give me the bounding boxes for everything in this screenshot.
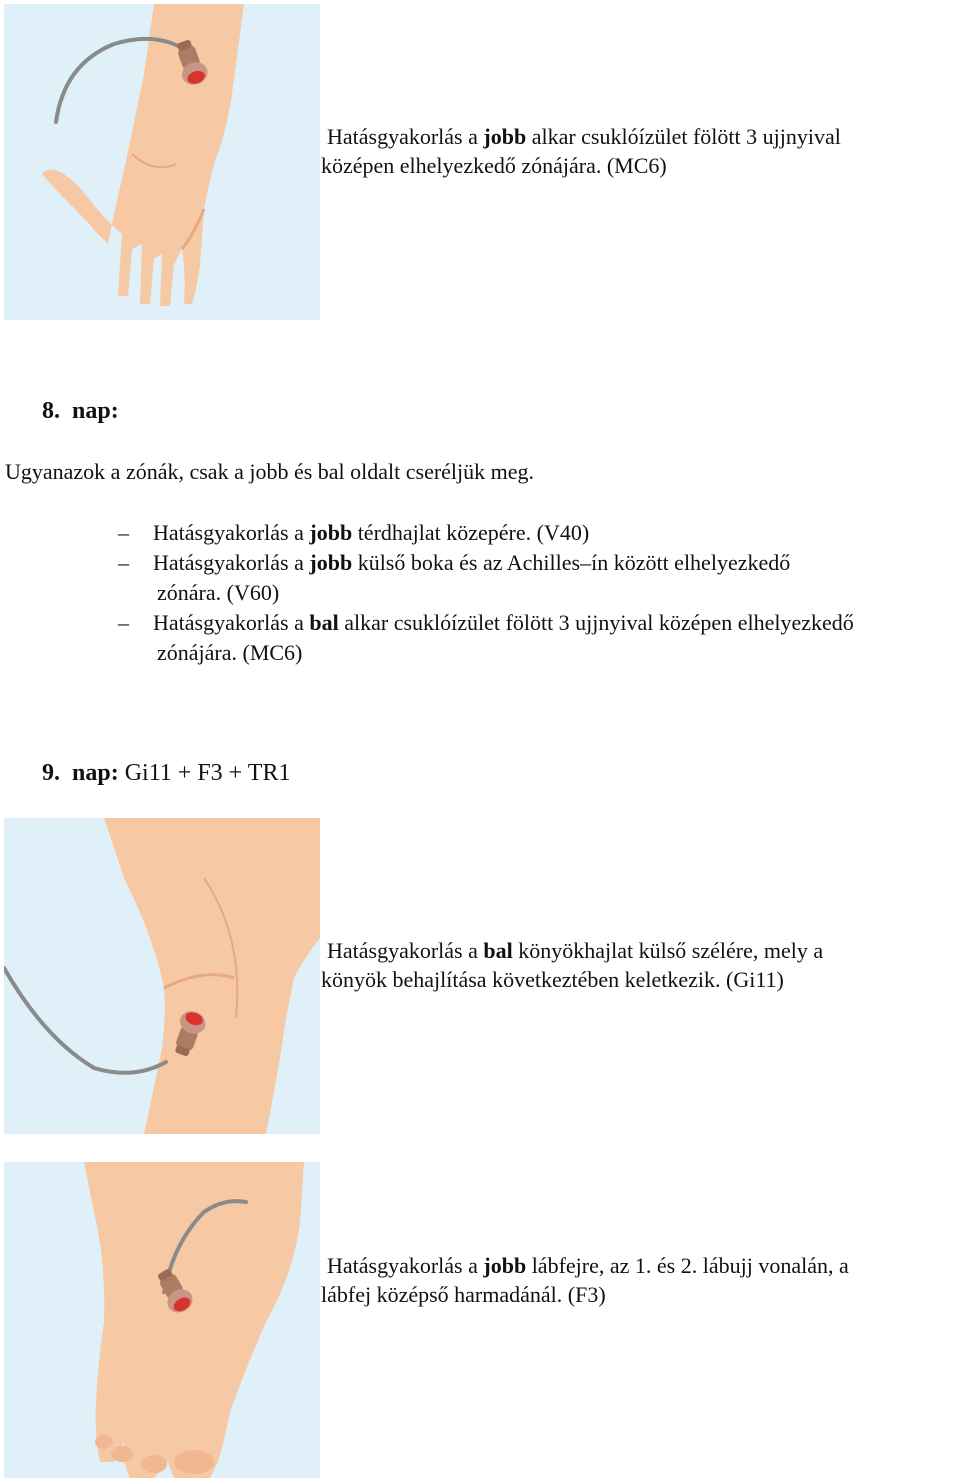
- item-text: Hatásgyakorlás a: [153, 520, 310, 545]
- item-continuation: zónára. (V60): [157, 580, 280, 605]
- day-number: 8.: [42, 398, 60, 424]
- wrist-caption: [321, 122, 841, 180]
- day-8-heading: [42, 398, 119, 425]
- day-8-list: [0, 518, 854, 668]
- item-side-bold: jobb: [309, 520, 353, 545]
- elbow-caption: [321, 936, 823, 994]
- caption-text: Hatásgyakorlás a: [327, 938, 484, 963]
- caption-line-1: [321, 936, 823, 965]
- caption-text: Hatásgyakorlás a: [327, 1253, 484, 1278]
- list-item: [0, 548, 854, 608]
- day-label: nap:: [72, 398, 119, 424]
- caption-line-1: [321, 122, 841, 151]
- day-9-heading: [42, 760, 290, 787]
- item-continuation: zónájára. (MC6): [157, 640, 303, 665]
- dash-bullet: –: [118, 520, 129, 545]
- elbow-illustration: [4, 818, 320, 1134]
- caption-line-2: középen elhelyezkedő zónájára. (MC6): [321, 153, 667, 178]
- dash-bullet: –: [118, 610, 129, 635]
- day-8-intro: Ugyanazok a zónák, csak a jobb és bal oldalt cseréljük meg.: [5, 459, 535, 484]
- list-item: [0, 608, 854, 668]
- item-text: külső boka és az Achilles–ín között elhelyezkedő: [352, 550, 791, 575]
- caption-line-2: könyök behajlítása következtében keletkezik. (Gi11): [321, 967, 784, 992]
- wrist-electrode-icon: [4, 4, 320, 320]
- caption-side-bold: bal: [483, 938, 513, 963]
- day-label: nap:: [72, 760, 119, 786]
- caption-line-2: lábfej középső harmadánál. (F3): [321, 1282, 606, 1307]
- item-text: térdhajlat közepére. (V40): [352, 520, 590, 545]
- caption-text: lábfejre, az 1. és 2. lábujj vonalán, a: [526, 1253, 849, 1278]
- caption-side-bold: jobb: [483, 1253, 527, 1278]
- caption-line-1: [321, 1251, 849, 1280]
- foot-illustration: [4, 1162, 320, 1478]
- item-text: alkar csuklóízület fölött 3 ujjnyival középen elhelyezkedő: [338, 610, 854, 635]
- caption-text: könyökhajlat külső szélére, mely a: [512, 938, 824, 963]
- caption-text: alkar csuklóízület fölött 3 ujjnyival: [526, 124, 841, 149]
- item-text: Hatásgyakorlás a: [153, 550, 310, 575]
- foot-caption: [321, 1251, 849, 1309]
- item-side-bold: bal: [309, 610, 339, 635]
- wrist-illustration: [4, 4, 320, 320]
- elbow-electrode-icon: [4, 818, 320, 1134]
- caption-text: Hatásgyakorlás a: [327, 124, 484, 149]
- item-text: Hatásgyakorlás a: [153, 610, 310, 635]
- day-points: Gi11 + F3 + TR1: [118, 760, 291, 786]
- list-item: [0, 518, 854, 548]
- day-number: 9.: [42, 760, 60, 786]
- dash-bullet: –: [118, 550, 129, 575]
- caption-side-bold: jobb: [483, 124, 527, 149]
- item-side-bold: jobb: [309, 550, 353, 575]
- foot-electrode-icon: [4, 1162, 320, 1478]
